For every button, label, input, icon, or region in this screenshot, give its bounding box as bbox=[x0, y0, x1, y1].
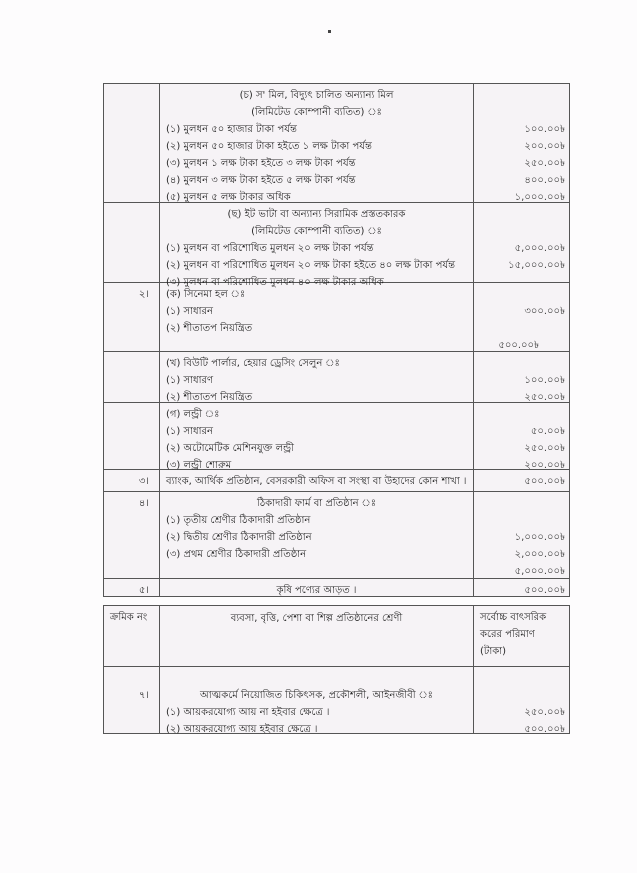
category-line: (৩) মুলধন বা পরিশোধিত মুলধন ৪০ লক্ষ টাকার অধিক bbox=[166, 277, 384, 288]
table-row bbox=[104, 491, 569, 578]
amount-value: ২৫০.০০৳ bbox=[524, 158, 565, 169]
amount-cell bbox=[474, 667, 569, 733]
serial-number: ৭। bbox=[104, 667, 160, 733]
serial-number: ৪। bbox=[104, 492, 160, 578]
amount-value: ২০০.০০৳ bbox=[524, 141, 565, 152]
amount-value: ১০০.০০৳ bbox=[524, 124, 565, 135]
amount-value: ৫,০০০.০০৳ bbox=[514, 243, 565, 254]
serial-number: ৫। bbox=[104, 579, 160, 596]
amount-value bbox=[474, 206, 565, 223]
table-row bbox=[104, 578, 569, 596]
amount-value: ৫০০.০০৳ bbox=[524, 585, 565, 596]
category-line: (৩) প্রথম শ্রেণীর ঠিকাদারী প্রতিষ্ঠান bbox=[166, 549, 307, 560]
amount-value bbox=[474, 320, 565, 337]
category-cell bbox=[160, 352, 474, 402]
amount-value bbox=[474, 355, 565, 372]
category-line: (খ) বিউটি পার্লার, হেয়ার ড্রেসিং সেলুন ঃ bbox=[166, 358, 340, 369]
amount-value bbox=[474, 687, 565, 704]
category-line: ঠিকাদারী ফার্ম বা প্রতিষ্ঠান ঃ bbox=[256, 498, 377, 509]
category-line: (৫) মুলধন ৫ লক্ষ টাকার অধিক bbox=[166, 192, 291, 203]
table-header-row bbox=[104, 606, 569, 666]
amount-value: ৫০০.০০৳ bbox=[498, 340, 539, 351]
category-line: (১) আয়করযোগ্য আয় না হইবার ক্ষেত্রে । bbox=[166, 707, 330, 718]
header-amount-line: (টাকা) bbox=[480, 646, 507, 657]
amount-value: ২০০.০০৳ bbox=[524, 460, 565, 471]
table-row bbox=[104, 351, 569, 402]
amount-value bbox=[474, 495, 565, 512]
scan-mark bbox=[328, 30, 331, 33]
amount-value: ২,০০০.০০৳ bbox=[514, 549, 565, 560]
amount-value: ৫০০.০০৳ bbox=[524, 724, 565, 735]
amount-value bbox=[474, 286, 565, 303]
amount-value: ৪০০.০০৳ bbox=[524, 175, 565, 186]
table-row bbox=[104, 469, 569, 491]
amount-cell bbox=[474, 579, 569, 596]
amount-value: ১০০.০০৳ bbox=[524, 375, 565, 386]
serial-number bbox=[104, 403, 160, 469]
header-amount bbox=[474, 606, 569, 666]
category-cell bbox=[160, 667, 474, 733]
category-line: (১) সাধারন bbox=[166, 306, 213, 317]
amount-value: ২৫০.০০৳ bbox=[524, 443, 565, 454]
category-line: (১) সাধারণ bbox=[166, 375, 214, 386]
category-cell bbox=[160, 492, 474, 578]
serial-number: ৩। bbox=[104, 470, 160, 491]
amount-cell bbox=[474, 203, 569, 282]
category-line bbox=[166, 563, 473, 580]
amount-cell bbox=[474, 403, 569, 469]
amount-value: ৫,০০০.০০৳ bbox=[514, 566, 565, 577]
category-cell bbox=[160, 203, 474, 288]
category-line: (১) তৃতীয় শ্রেণীর ঠিকাদারী প্রতিষ্ঠান bbox=[166, 515, 311, 526]
table-row bbox=[104, 282, 569, 351]
category-line: (২) আয়করযোগ্য আয় হইবার ক্ষেত্রে । bbox=[166, 724, 318, 735]
category-cell bbox=[160, 579, 474, 596]
amount-cell bbox=[474, 283, 569, 351]
amount-value bbox=[474, 87, 565, 104]
header-amount-line: সর্বোচ্চ বাৎসরিক bbox=[480, 612, 547, 623]
category-line bbox=[166, 670, 473, 687]
amount-value: ১৫,০০০.০০৳ bbox=[508, 260, 565, 271]
header-amount-line: করের পরিমাণ bbox=[480, 629, 535, 640]
category-cell bbox=[160, 470, 474, 491]
table-row bbox=[104, 402, 569, 469]
amount-value: ২৫০.০০৳ bbox=[524, 707, 565, 718]
amount-value: ১,০০০.০০৳ bbox=[514, 192, 565, 203]
amount-value: ৫০০.০০৳ bbox=[524, 476, 565, 487]
amount-value bbox=[474, 512, 565, 529]
amount-value: ২৫০.০০৳ bbox=[524, 392, 565, 403]
serial-number bbox=[104, 203, 160, 282]
category-cell bbox=[160, 84, 474, 202]
category-line: (২) মুলধন ৫০ হাজার টাকা হইতে ১ লক্ষ টাকা পর্যন্ত bbox=[166, 141, 372, 152]
category-line: (২) শীতাতপ নিয়ন্ত্রিত bbox=[166, 392, 253, 403]
category-line: (১) মুলধন বা পরিশোধিত মুলধন ২০ লক্ষ টাকা পর্যন্ত bbox=[166, 243, 374, 254]
category-line: (১) মুলধন ৫০ হাজার টাকা পর্যন্ত bbox=[166, 124, 297, 135]
category-line: (৪) মুলধন ৩ লক্ষ টাকা হইতে ৫ লক্ষ টাকা পর্যন্ত bbox=[166, 175, 356, 186]
tax-rate-table-continued bbox=[103, 605, 570, 734]
amount-value bbox=[474, 670, 565, 687]
amount-cell bbox=[474, 84, 569, 202]
table-row bbox=[104, 666, 569, 733]
amount-cell bbox=[474, 470, 569, 491]
header-category: ব্যবসা, বৃত্তি, পেশা বা শিল্প প্রতিষ্ঠানের শ্রেণী bbox=[160, 606, 474, 666]
amount-value: ৩০০.০০৳ bbox=[524, 306, 565, 317]
amount-value bbox=[474, 223, 565, 240]
amount-cell bbox=[474, 492, 569, 578]
category-line: (লিমিটেড কোম্পানী ব্যতিত) ঃ bbox=[251, 226, 382, 237]
table-row bbox=[104, 202, 569, 288]
amount-cell bbox=[474, 352, 569, 402]
category-line: (৩) লন্ড্রী শোরুম bbox=[166, 460, 232, 471]
serial-number: ২। bbox=[104, 283, 160, 351]
serial-number bbox=[104, 84, 160, 202]
amount-value bbox=[474, 104, 565, 121]
category-line: (ক) সিনেমা হল ঃ bbox=[166, 289, 246, 300]
category-line: ব্যাংক, আর্থিক প্রতিষ্ঠান, বেসরকারী অফিস বা সংস্থা বা উহাদের কোন শাখা । bbox=[166, 476, 467, 487]
table-row bbox=[104, 84, 569, 202]
category-line: (গ) লন্ড্রী ঃ bbox=[166, 409, 220, 420]
amount-value: ৫০.০০৳ bbox=[530, 426, 565, 437]
category-line: (লিমিটেড কোম্পানী ব্যতিত) ঃ bbox=[251, 107, 382, 118]
serial-number bbox=[104, 352, 160, 402]
header-serial: ক্রমিক নং bbox=[104, 606, 160, 666]
category-line: (২) মুলধন বা পরিশোধিত মুলধন ২০ লক্ষ টাকা হইতে ৪০ লক্ষ টাকা পর্যন্ত bbox=[166, 260, 456, 271]
category-line: কৃষি পণ্যের আড়ত । bbox=[276, 585, 357, 596]
category-line: (ছ) ইট ভাটা বা অন্যান্য সিরামিক প্রস্ততকারক bbox=[227, 209, 406, 220]
category-line: (৩) মুলধন ১ লক্ষ টাকা হইতে ৩ লক্ষ টাকা পর্যন্ত bbox=[166, 158, 356, 169]
category-cell bbox=[160, 283, 474, 351]
category-line: আত্মকর্মে নিয়োজিত চিকিৎসক, প্রকৌশলী, আইনজীবী ঃ bbox=[199, 690, 434, 701]
category-cell bbox=[160, 403, 474, 469]
tax-rate-table bbox=[103, 83, 570, 597]
category-line: (১) সাধারন bbox=[166, 426, 213, 437]
category-line: (২) অটোমেটিক মেশিনযুক্ত লন্ড্রী bbox=[166, 443, 294, 454]
category-line: (চ) স' মিল, বিদ্যুৎ চালিত অন্যান্য মিল bbox=[239, 90, 394, 101]
amount-value bbox=[474, 406, 565, 423]
amount-value: ১,০০০.০০৳ bbox=[514, 532, 565, 543]
category-line: (২) শীতাতপ নিয়ন্ত্রিত bbox=[166, 323, 253, 334]
category-line: (২) দ্বিতীয় শ্রেণীর ঠিকাদারী প্রতিষ্ঠান bbox=[166, 532, 312, 543]
